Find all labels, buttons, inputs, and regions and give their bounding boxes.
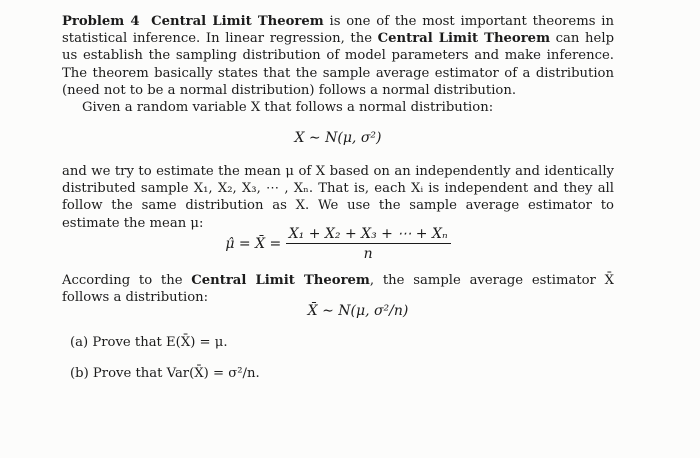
equation-estimator — [62, 226, 614, 262]
problem-intro — [62, 13, 614, 99]
according-text-b: , the sample average estimator X̄ follows a distribution: — [62, 273, 615, 306]
problem-title: Central Limit Theorem — [151, 14, 324, 29]
according-text — [62, 272, 614, 306]
part-b: (b) Prove that Var(X̄) = σ²/n. — [70, 366, 260, 381]
equation-clt — [62, 303, 614, 319]
estimator-numerator: X₁ + X₂ + X₃ + ⋯ + Xₙ — [286, 226, 451, 244]
given-text: Given a random variable X that follows a normal distribution: — [82, 100, 494, 115]
equation-normal-text: X ∼ N(μ, σ²) — [294, 130, 382, 146]
intro-text-a: is one of the most important theorems in statistical inference. In linear regression, the — [62, 14, 614, 47]
estimator-fraction — [286, 226, 451, 262]
according-bold: Central Limit Theorem — [191, 273, 370, 288]
according-text-a: According to the — [62, 273, 192, 288]
estimate-text: and we try to estimate the mean μ of X based on an independently and identically distributed sample X₁, X₂, X₃, ⋯ , Xₙ. That is, each Xᵢ is independent and they all follow the same distribution as X. We use the sample average estimator to estimate the mean μ: — [62, 164, 614, 231]
equation-normal — [62, 130, 614, 146]
estimator-lhs: μ̂ = X̄ = — [225, 236, 282, 252]
equation-clt-text: X̄ ∼ N(μ, σ²/n) — [307, 303, 409, 319]
part-a: (a) Prove that E(X̄) = μ. — [70, 335, 228, 350]
intro-text-b: can help us establish the sampling distribution of model parameters and make inference. The theorem basically states that the sample average estimator of a distribution (need not to be a normal distribution) follows a normal distribution. — [62, 31, 615, 98]
clt-bold: Central Limit Theorem — [377, 31, 551, 47]
estimator-denominator: n — [363, 246, 373, 262]
problem-label: Problem 4 — [62, 14, 140, 29]
